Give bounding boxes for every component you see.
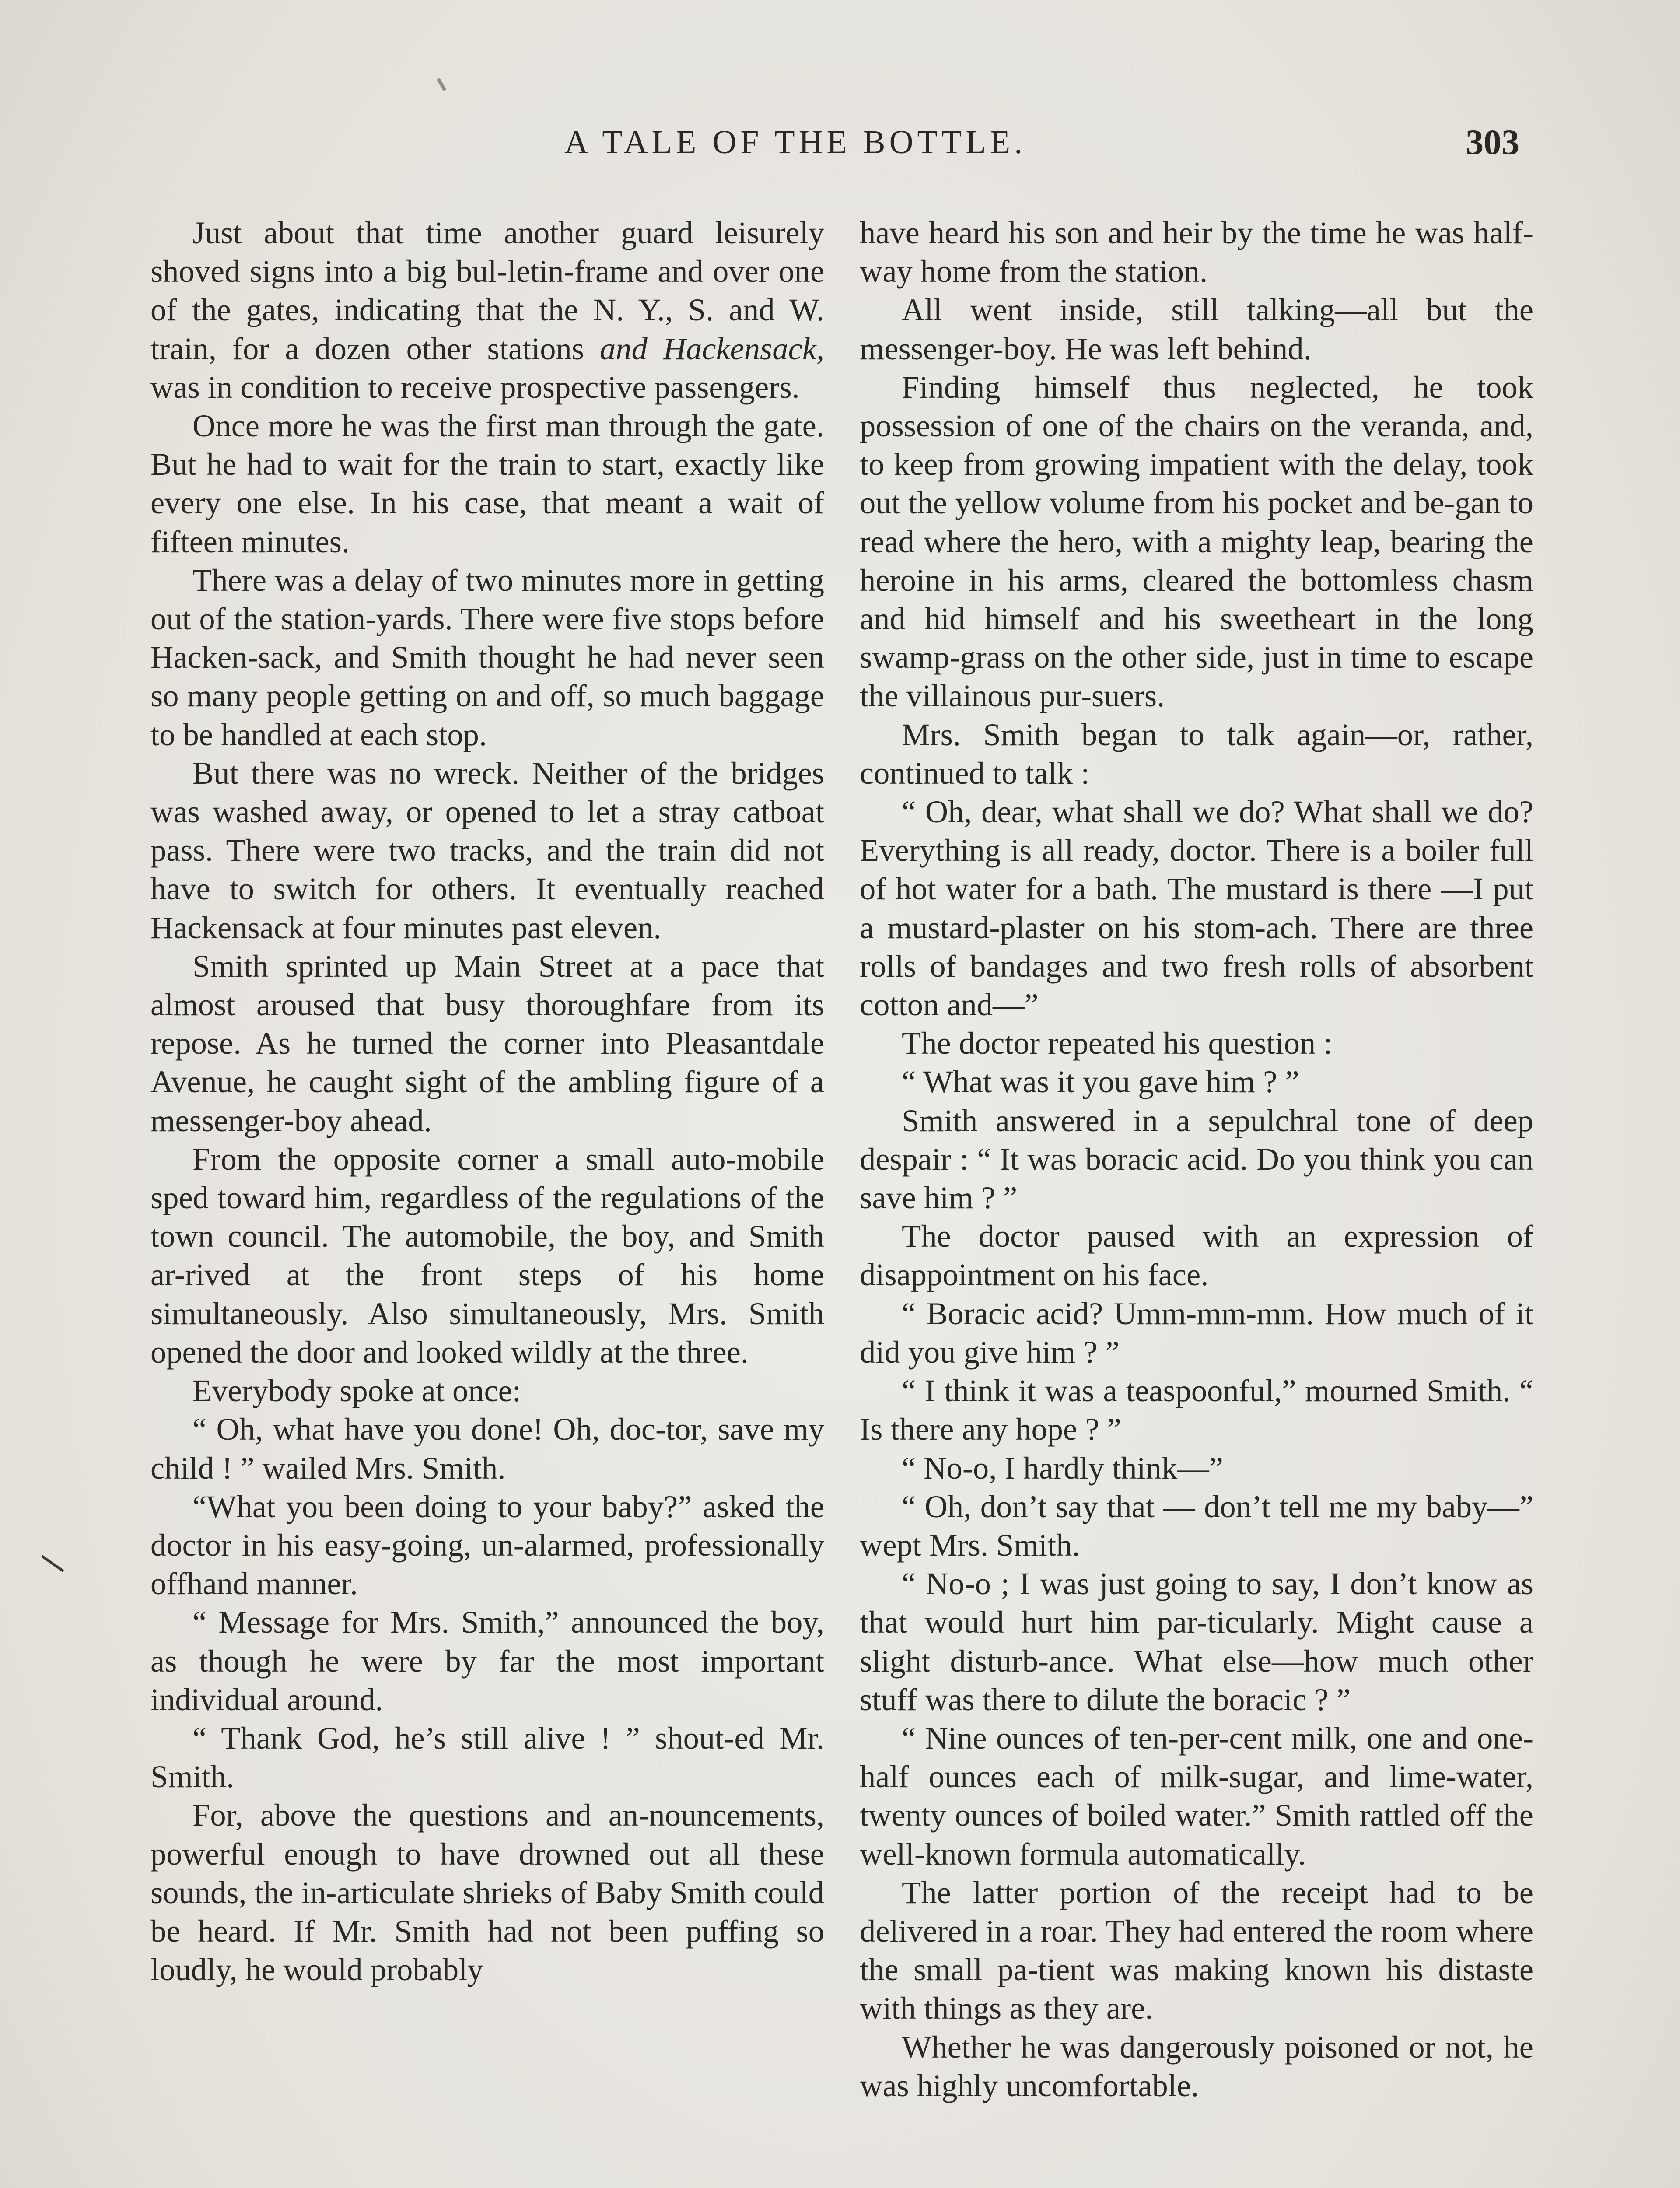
paragraph-text: For, above the questions and an-nouncements, powerful enough to have drowned out all these sounds, the in-articulate shrieks of Baby Smith could be heard. If Mr. Smith had not been puffing so loudly, he would probably <box>150 1797 824 1988</box>
paragraph <box>860 291 1533 368</box>
paragraph-text: But there was no wreck. Neither of the bridges was washed away, or opened to let a stray catboat pass. There were two tracks, and the train did not have to switch for others. It eventually reached Hackensack at four minutes past eleven. <box>150 755 824 945</box>
paragraph <box>150 1410 824 1487</box>
paragraph <box>860 1101 1533 1217</box>
paragraph <box>860 1564 1533 1719</box>
paragraph <box>860 715 1533 792</box>
paragraph-text: All went inside, still talking—all but the messenger-boy. He was left behind. <box>860 292 1533 366</box>
paragraph <box>860 2028 1533 2105</box>
paragraph-text: Whether he was dangerously poisoned or not, he was highly uncomfortable. <box>860 2029 1533 2103</box>
paragraph-text: “ I think it was a teaspoonful,” mourned Smith. “ Is there any hope ? ” <box>860 1373 1533 1447</box>
paragraph-text: “What you been doing to your baby?” asked the doctor in his easy-going, un-alarmed, professionally offhand manner. <box>150 1488 824 1602</box>
paragraph-text: Smith answered in a sepulchral tone of deep despair : “ It was boracic acid. Do you think you can save him ? ” <box>860 1102 1533 1216</box>
paragraph-text: Everybody spoke at once: <box>192 1373 521 1409</box>
paragraph-text: Just about that time another guard leisurely shoved signs into a big bul-letin-frame and over one of the gates, indicating that the N. Y., S. and W. train, for a dozen other stations <box>150 215 824 366</box>
paragraph-text: From the opposite corner a small auto-mobile sped toward him, regardless of the regulations of the town council. The automobile, the boy, and Smith ar-rived at the front steps of his home simultaneously. Also simultaneously, Mrs. Smith opened the door and looked wildly at the three. <box>150 1141 824 1370</box>
paragraph-text: “ Thank God, he’s still alive ! ” shout-ed Mr. Smith. <box>150 1720 824 1795</box>
paragraph <box>150 407 824 561</box>
paragraph <box>860 1294 1533 1371</box>
paragraph-text: “ No-o, I hardly think—” <box>902 1450 1223 1486</box>
paragraph <box>860 1217 1533 1294</box>
paragraph-text: “ What was it you gave him ? ” <box>902 1064 1299 1100</box>
print-blemish <box>41 1555 64 1572</box>
paragraph-text: “ Boracic acid? Umm-mm-mm. How much of it did you give him ? ” <box>860 1295 1533 1370</box>
paragraph <box>860 1371 1533 1448</box>
paragraph <box>860 1873 1533 2028</box>
paragraph <box>150 1796 824 1989</box>
paragraph <box>150 1603 824 1719</box>
paragraph <box>860 1449 1533 1487</box>
paragraph-text: The doctor paused with an expression of disappointment on his face. <box>860 1218 1533 1293</box>
paragraph <box>150 1719 824 1796</box>
paragraph-text: The latter portion of the receipt had to be delivered in a roar. They had entered the room where the small pa-tient was making known his distaste with things as they are. <box>860 1874 1533 2026</box>
paragraph <box>860 1719 1533 1873</box>
paragraph <box>150 214 824 407</box>
running-title: A TALE OF THE BOTTLE. <box>564 124 1027 161</box>
paragraph <box>860 214 1533 291</box>
paragraph <box>860 1024 1533 1062</box>
paragraph <box>150 754 824 947</box>
paragraph-text: “ Message for Mrs. Smith,” announced the boy, as though he were by far the most important individual around. <box>150 1604 824 1717</box>
page-header <box>0 123 1680 172</box>
paragraph-text: “ No-o ; I was just going to say, I don’t know as that would hurt him par-ticularly. Might cause a slight disturb-ance. What else—how much other stuff was there to dilute the boracic ? ” <box>860 1566 1533 1717</box>
paragraph <box>860 368 1533 715</box>
paragraph <box>150 1371 824 1410</box>
left-text-column <box>150 214 824 1989</box>
paragraph-text: “ Oh, dear, what shall we do? What shall we do? Everything is all ready, doctor. There is a boiler full of hot water for a bath. The mustard is there —I put a mustard-plaster on his stom-ach. There are three rolls of bandages and two fresh rolls of absorbent cotton and—” <box>860 794 1533 1023</box>
right-text-column <box>860 214 1533 2105</box>
italic-text: and Hackensack, <box>599 330 825 366</box>
paragraph-text: There was a delay of two minutes more in getting out of the station-yards. There were five stops before Hacken-sack, and Smith thought he had never seen so many people getting on and off, so much baggage to be handled at each stop. <box>150 562 824 752</box>
paragraph-text: Finding himself thus neglected, he took possession of one of the chairs on the veranda, and, to keep from growing impatient with the delay, took out the yellow volume from his pocket and be-gan to read where the hero, with a mighty leap, bearing the heroine in his arms, cleared the bottomless chasm and hid himself and his sweetheart in the long swamp-grass on the other side, just in time to escape the villainous pur-suers. <box>860 369 1533 714</box>
paragraph-text: The doctor repeated his question : <box>902 1025 1333 1061</box>
paragraph <box>150 1140 824 1371</box>
paragraph-text: was in condition to receive prospective passengers. <box>150 369 800 405</box>
paragraph-text: Smith sprinted up Main Street at a pace that almost aroused that busy thoroughfare from its repose. As he turned the corner into Pleasantdale Avenue, he caught sight of the ambling figure of a messenger-boy ahead. <box>150 948 824 1138</box>
paragraph-text: Mrs. Smith began to talk again—or, rather, continued to talk : <box>860 716 1533 791</box>
page-number: 303 <box>1466 122 1519 162</box>
paragraph <box>150 561 824 754</box>
paragraph <box>150 1487 824 1603</box>
paragraph-text: “ Oh, what have you done! Oh, doc-tor, save my child ! ” wailed Mrs. Smith. <box>150 1411 824 1486</box>
print-blemish <box>437 78 446 91</box>
paragraph <box>860 1062 1533 1101</box>
paragraph <box>150 947 824 1140</box>
paragraph-text: have heard his son and heir by the time he was half-way home from the station. <box>860 215 1533 289</box>
paragraph-text: Once more he was the first man through the gate. But he had to wait for the train to start, exactly like every one else. In his case, that meant a wait of fifteen minutes. <box>150 408 824 559</box>
paragraph <box>860 792 1533 1024</box>
paragraph-text: “ Nine ounces of ten-per-cent milk, one and one-half ounces each of milk-sugar, and lime-water, twenty ounces of boiled water.” Smith rattled off the well-known formula automatically. <box>860 1720 1533 1872</box>
paragraph <box>860 1487 1533 1564</box>
paragraph-text: “ Oh, don’t say that — don’t tell me my baby—” wept Mrs. Smith. <box>860 1488 1533 1563</box>
